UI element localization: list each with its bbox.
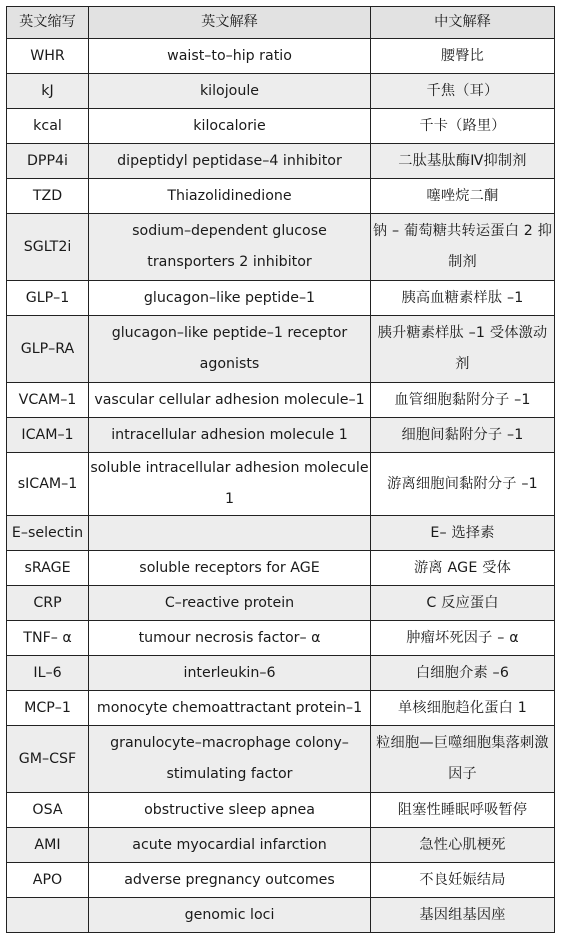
english-explanation-cell: adverse pregnancy outcomes — [89, 863, 371, 898]
table-row — [7, 214, 555, 281]
chinese-explanation-cell: 胰升糖素样肽 –1 受体激动剂 — [371, 316, 555, 383]
abbreviation-cell: sRAGE — [7, 551, 89, 586]
abbreviation-cell: kJ — [7, 74, 89, 109]
chinese-explanation-cell: 不良妊娠结局 — [371, 863, 555, 898]
english-explanation-cell: waist–to–hip ratio — [89, 39, 371, 74]
table-header — [7, 7, 555, 39]
table-row — [7, 144, 555, 179]
abbreviation-cell: OSA — [7, 793, 89, 828]
table-row — [7, 551, 555, 586]
abbreviation-cell: GM–CSF — [7, 726, 89, 793]
chinese-explanation-cell: 噻唑烷二酮 — [371, 179, 555, 214]
abbreviation-cell: SGLT2i — [7, 214, 89, 281]
table-row — [7, 383, 555, 418]
chinese-explanation-cell: 白细胞介素 –6 — [371, 656, 555, 691]
header-english-explanation: 英文解释 — [89, 7, 371, 39]
abbreviation-cell: WHR — [7, 39, 89, 74]
english-explanation-cell: Thiazolidinedione — [89, 179, 371, 214]
english-explanation-cell: soluble receptors for AGE — [89, 551, 371, 586]
english-explanation-cell: intracellular adhesion molecule 1 — [89, 418, 371, 453]
chinese-explanation-cell: 千焦（耳） — [371, 74, 555, 109]
english-explanation-cell: kilojoule — [89, 74, 371, 109]
abbreviation-cell: IL–6 — [7, 656, 89, 691]
glossary-table — [6, 6, 555, 933]
abbreviation-cell: AMI — [7, 828, 89, 863]
english-explanation-cell — [89, 516, 371, 551]
english-explanation-cell: tumour necrosis factor– α — [89, 621, 371, 656]
abbreviation-cell: GLP–1 — [7, 281, 89, 316]
table-row — [7, 516, 555, 551]
table-row — [7, 418, 555, 453]
abbreviation-cell: GLP–RA — [7, 316, 89, 383]
table-row — [7, 74, 555, 109]
english-explanation-cell: kilocalorie — [89, 109, 371, 144]
english-explanation-cell: granulocyte–macrophage colony–stimulating factor — [89, 726, 371, 793]
header-chinese-explanation: 中文解释 — [371, 7, 555, 39]
abbreviation-cell: TZD — [7, 179, 89, 214]
table-row — [7, 726, 555, 793]
abbreviation-cell: sICAM–1 — [7, 453, 89, 516]
abbreviation-cell: CRP — [7, 586, 89, 621]
chinese-explanation-cell: 基因组基因座 — [371, 898, 555, 933]
abbreviation-cell: ICAM–1 — [7, 418, 89, 453]
english-explanation-cell: soluble intracellular adhesion molecule 1 — [89, 453, 371, 516]
table-row — [7, 453, 555, 516]
english-explanation-cell: sodium–dependent glucose transporters 2 inhibitor — [89, 214, 371, 281]
english-explanation-cell: dipeptidyl peptidase–4 inhibitor — [89, 144, 371, 179]
chinese-explanation-cell: 二肽基肽酶Ⅳ抑制剂 — [371, 144, 555, 179]
chinese-explanation-cell: 急性心肌梗死 — [371, 828, 555, 863]
english-explanation-cell: glucagon–like peptide–1 — [89, 281, 371, 316]
abbreviation-cell: VCAM–1 — [7, 383, 89, 418]
table-row — [7, 39, 555, 74]
english-explanation-cell: acute myocardial infarction — [89, 828, 371, 863]
table-row — [7, 656, 555, 691]
chinese-explanation-cell: 钠 – 葡萄糖共转运蛋白 2 抑制剂 — [371, 214, 555, 281]
abbreviation-cell: DPP4i — [7, 144, 89, 179]
abbreviation-cell: E–selectin — [7, 516, 89, 551]
table-row — [7, 179, 555, 214]
abbreviation-cell: MCP–1 — [7, 691, 89, 726]
table-body — [7, 39, 555, 933]
english-explanation-cell: C–reactive protein — [89, 586, 371, 621]
chinese-explanation-cell: 单核细胞趋化蛋白 1 — [371, 691, 555, 726]
table-row — [7, 828, 555, 863]
english-explanation-cell: monocyte chemoattractant protein–1 — [89, 691, 371, 726]
table-row — [7, 863, 555, 898]
chinese-explanation-cell: 细胞间黏附分子 –1 — [371, 418, 555, 453]
table-row — [7, 586, 555, 621]
table-row — [7, 316, 555, 383]
abbreviation-cell: TNF– α — [7, 621, 89, 656]
table-row — [7, 691, 555, 726]
english-explanation-cell: interleukin–6 — [89, 656, 371, 691]
english-explanation-cell: vascular cellular adhesion molecule–1 — [89, 383, 371, 418]
chinese-explanation-cell: 肿瘤坏死因子 – α — [371, 621, 555, 656]
chinese-explanation-cell: C 反应蛋白 — [371, 586, 555, 621]
english-explanation-cell: glucagon–like peptide–1 receptor agonists — [89, 316, 371, 383]
chinese-explanation-cell: 胰高血糖素样肽 –1 — [371, 281, 555, 316]
chinese-explanation-cell: 游离 AGE 受体 — [371, 551, 555, 586]
table-row — [7, 281, 555, 316]
chinese-explanation-cell: 游离细胞间黏附分子 –1 — [371, 453, 555, 516]
abbreviation-cell: kcal — [7, 109, 89, 144]
chinese-explanation-cell: 阻塞性睡眠呼吸暂停 — [371, 793, 555, 828]
table-row — [7, 898, 555, 933]
abbreviation-cell: APO — [7, 863, 89, 898]
table-row — [7, 109, 555, 144]
header-row — [7, 7, 555, 39]
chinese-explanation-cell: 粒细胞—巨噬细胞集落刺激因子 — [371, 726, 555, 793]
table-row — [7, 621, 555, 656]
english-explanation-cell: obstructive sleep apnea — [89, 793, 371, 828]
table-row — [7, 793, 555, 828]
chinese-explanation-cell: E– 选择素 — [371, 516, 555, 551]
header-abbreviation: 英文缩写 — [7, 7, 89, 39]
abbreviation-cell — [7, 898, 89, 933]
chinese-explanation-cell: 血管细胞黏附分子 –1 — [371, 383, 555, 418]
english-explanation-cell: genomic loci — [89, 898, 371, 933]
chinese-explanation-cell: 千卡（路里） — [371, 109, 555, 144]
chinese-explanation-cell: 腰臀比 — [371, 39, 555, 74]
